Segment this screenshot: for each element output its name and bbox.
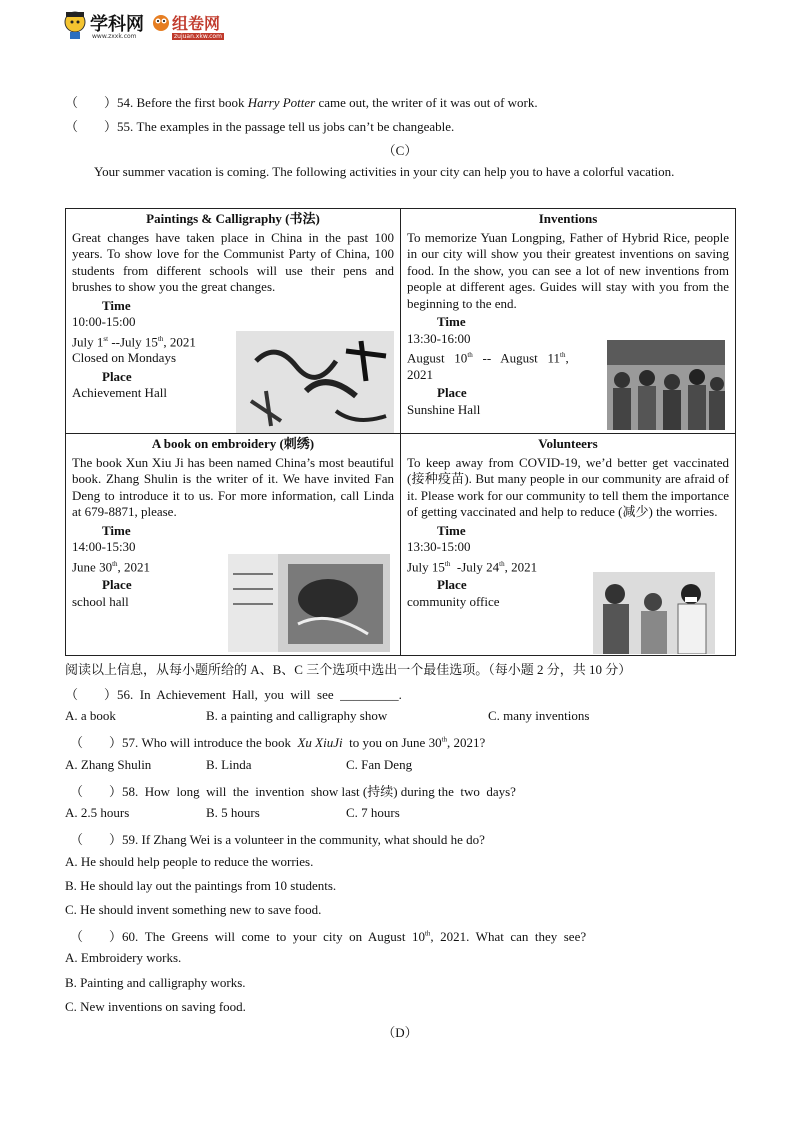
option-a[interactable]: A. Zhang Shulin: [65, 757, 152, 772]
logo-right-text: 组卷网: [172, 14, 221, 33]
option-a[interactable]: A. a book: [65, 708, 116, 723]
cell-embroidery: [66, 434, 401, 656]
place-label: Place: [437, 385, 467, 401]
question-text: The examples in the passage tell us jobs can’t be changeable.: [136, 119, 455, 134]
question-text: 60. The Greens will come to your city on August 10: [122, 929, 425, 944]
date-part: -July 24: [450, 558, 500, 574]
closed-note: Closed on Mondays: [72, 350, 176, 366]
place-value: Sunshine Hall: [407, 401, 481, 417]
logo-main-text: 学科网: [90, 14, 144, 35]
date-part: July 1: [72, 333, 104, 349]
option-b[interactable]: B. a painting and calligraphy show: [206, 708, 388, 723]
book-title: Xu XiuJi: [297, 735, 343, 750]
cell-title: Inventions: [538, 211, 598, 226]
intro-text: Your summer vacation is coming. The following activities in your city can help you to have a colorful vacation.: [94, 164, 675, 179]
time-label: Time: [102, 522, 131, 538]
logo-right-sub: zujuan.xkw.com: [174, 33, 222, 40]
place-value: school hall: [72, 593, 129, 609]
cell-description: Great changes have taken place in China in the past 100 years. To show love for the Communist Party of China, 100 students from different schools will use their pens and brushes to show you the great changes.: [72, 229, 394, 294]
cell-title: A book on embroidery (刺绣): [151, 436, 315, 451]
date-part: , 2021: [504, 558, 538, 574]
time-value: 13:30-15:00: [407, 539, 471, 554]
question-text: Before the first book: [136, 95, 248, 110]
answer-blank[interactable]: （ ）: [65, 95, 118, 110]
date-part: --July 15: [108, 333, 158, 349]
answer-blank[interactable]: （ ）: [70, 929, 123, 944]
instruction-text: 阅读以上信息，从每小题所给的 A、B、C 三个选项中选出一个最佳选项。（每小题 2 分，共 10 分）: [65, 662, 632, 677]
question-57: [70, 732, 485, 751]
time-value: 13:30-16:00: [407, 330, 471, 346]
date-part: , 2021: [163, 333, 196, 349]
date-value: [407, 347, 597, 367]
option-c[interactable]: C. many inventions: [488, 708, 590, 723]
date-suffix: th: [112, 559, 118, 568]
question-55: [65, 116, 454, 135]
question-text: , 2021?: [447, 735, 486, 750]
question-54: [65, 92, 538, 111]
question-number: 54.: [117, 95, 134, 110]
activity-table: [65, 208, 736, 656]
date-suffix: th: [560, 351, 566, 359]
cell-description: To keep away from COVID-19, we’d better get vaccinated (接种疫苗). But many people in our community are afraid of it. Please work for our community to tell them the importance of getting vaccinated and help to reduce (减少) the worries.: [407, 454, 729, 519]
date-suffix: th: [424, 929, 431, 938]
date-suffix: th: [444, 559, 451, 568]
date-part: July 15: [407, 558, 445, 574]
time-value: 10:00-15:00: [72, 314, 136, 329]
date-part: -- August 11: [472, 350, 561, 366]
answer-blank[interactable]: （ ）: [70, 832, 123, 847]
year-value: 2021: [407, 366, 433, 382]
option-a[interactable]: A. Embroidery works.: [65, 950, 182, 965]
question-58: [70, 781, 516, 800]
date-part: , 2021: [117, 558, 151, 574]
answer-blank[interactable]: （ ）: [70, 784, 123, 799]
calligraphy-photo: [236, 331, 394, 433]
mascot-icon: [62, 10, 88, 40]
cell-description: The book Xun Xiu Ji has been named China’s most beautiful book. Zhang Shulin is the writer of it. We have invited Fan Deng to introduce it to us. For more information, call Linda at 679-8871, please.: [72, 454, 394, 519]
place-label: Place: [437, 577, 467, 593]
question-text: 57. Who will introduce the book: [122, 735, 298, 750]
option-b[interactable]: B. He should lay out the paintings from 10 students.: [65, 878, 337, 893]
calligraphy-image: [236, 331, 394, 433]
date-part: August 10: [407, 350, 468, 366]
option-c[interactable]: C. He should invent something new to save food.: [65, 902, 322, 917]
owl-icon: [152, 12, 170, 34]
embroidery-photo: [228, 554, 390, 652]
question-59: [70, 829, 485, 848]
logo-sub-text: www.zxxk.com: [92, 33, 137, 40]
option-a[interactable]: A. He should help people to reduce the worries.: [65, 854, 314, 869]
book-title: Harry Potter: [247, 95, 316, 110]
section-c-heading: （C）: [382, 143, 418, 158]
volunteers-photo: [593, 572, 715, 654]
answer-blank[interactable]: （ ）: [65, 687, 118, 702]
date-part: June 30: [72, 558, 113, 574]
question-number: 55.: [117, 119, 134, 134]
question-60: [70, 926, 586, 945]
time-label: Time: [437, 522, 466, 538]
option-b[interactable]: B. Linda: [206, 757, 252, 772]
inventions-photo: [607, 340, 725, 430]
date-suffix: th: [467, 351, 473, 359]
crowd-image: [607, 340, 725, 430]
date-suffix: th: [441, 735, 448, 744]
section-d-heading: （D）: [382, 1025, 418, 1040]
question-text: 59. If Zhang Wei is a volunteer in the community, what should he do?: [122, 832, 485, 847]
cell-volunteers: [401, 434, 736, 656]
date-suffix: th: [157, 334, 164, 343]
option-c[interactable]: C. Fan Deng: [346, 757, 413, 772]
question-text: to you on June 30: [342, 735, 442, 750]
option-c[interactable]: C. 7 hours: [346, 805, 400, 820]
date-suffix: th: [499, 559, 505, 568]
question-text: 58. How long will the invention show last (持续) during the two days?: [122, 784, 516, 799]
option-a[interactable]: A. 2.5 hours: [65, 805, 130, 820]
site-logo: [62, 8, 232, 44]
answer-blank[interactable]: （ ）: [65, 119, 118, 134]
question-text: came out, the writer of it was out of work.: [315, 95, 538, 110]
answer-blank[interactable]: （ ）: [70, 735, 123, 750]
cell-title: Paintings & Calligraphy (书法): [146, 211, 320, 226]
question-56: [65, 684, 402, 703]
place-value: community office: [407, 593, 500, 609]
place-label: Place: [102, 577, 132, 593]
time-label: Time: [102, 297, 131, 313]
question-text: 56. In Achievement Hall, you will see _________.: [117, 687, 402, 702]
place-value: Achievement Hall: [72, 385, 167, 401]
option-b[interactable]: B. Painting and calligraphy works.: [65, 975, 246, 990]
date-suffix: st: [103, 334, 109, 343]
cell-title: Volunteers: [538, 436, 598, 451]
vaccination-image: [593, 572, 715, 654]
cell-description: To memorize Yuan Longping, Father of Hybrid Rice, people in our city will show you their greatest inventions on saving food. In the show, you can see a lot of new inventions from people at different ages. Guides will stay with you from the beginning to the end.: [407, 229, 729, 311]
time-label: Time: [437, 314, 466, 329]
embroidery-image: [228, 554, 390, 652]
date-part: ,: [565, 350, 569, 366]
place-label: Place: [102, 368, 132, 384]
question-text: , 2021. What can they see?: [430, 929, 587, 944]
option-c[interactable]: C. New inventions on saving food.: [65, 999, 246, 1014]
time-value: 14:00-15:30: [72, 539, 136, 554]
option-b[interactable]: B. 5 hours: [206, 805, 260, 820]
cell-paintings: [66, 209, 401, 434]
cell-inventions: [401, 209, 736, 434]
